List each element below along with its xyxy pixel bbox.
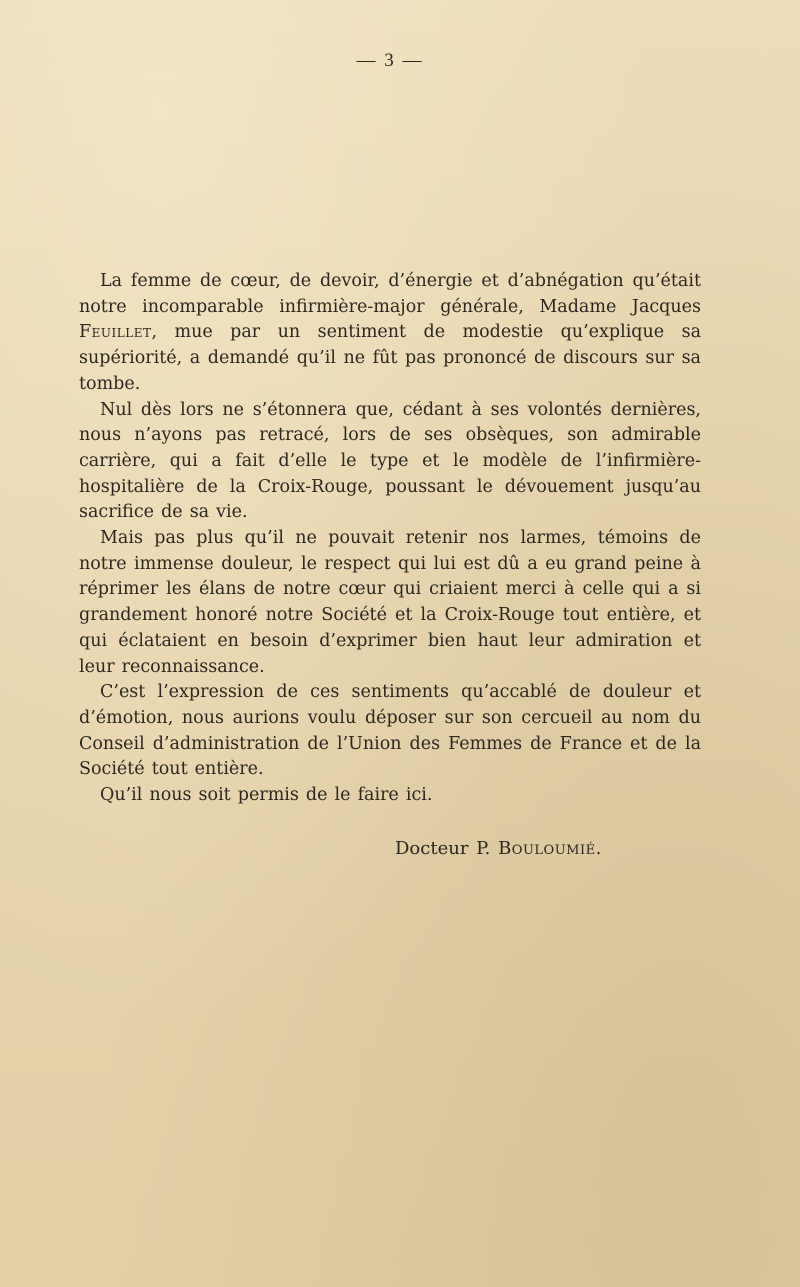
- paragraph-5: Qu’il nous soit permis de le faire ici.: [100, 785, 433, 806]
- person-name-feuillet: Feuillet: [79, 322, 152, 343]
- page-number: — 3 —: [356, 50, 424, 71]
- paragraph-1-start: La femme de cœur, de devoir, d’énergie et d’abnégation qu’était notre incomparable infirmière-major générale, Madame Jacques: [79, 271, 701, 317]
- paragraph-3: Mais pas plus qu’il ne pouvait retenir nos larmes, témoins de notre immense douleur, le respect qui lui est dû a eu grand peine à réprimer les élans de notre cœur qui criaient merci à celle qui a si grandement honoré notre Société et la Croix-Rouge tout entière, et qui éclataient en besoin d’exprimer bien haut leur admiration et leur reconnaissance.: [79, 528, 701, 677]
- paragraph-4: C’est l’expression de ces sentiments qu’accablé de douleur et d’émotion, nous aurions voulu déposer sur son cercueil au nom du Conseil d’administration de l’Union des Femmes de France et de la Société tout entière.: [79, 682, 701, 780]
- signature-title: Docteur P.: [395, 838, 491, 859]
- paragraph-1: [79, 269, 701, 398]
- paragraph-2: Nul dès lors ne s’étonnera que, cédant à ses volontés dernières, nous n’ayons pas retracé, lors de ses obsèques, son admirable carrière, qui a fait d’elle le type et le modèle de l’infirmière-hospitalière de la Croix-Rouge, poussant le dévouement jusqu’au sacrifice de sa vie.: [79, 399, 701, 523]
- body-text: [79, 269, 701, 809]
- signature-name: Bouloumié.: [498, 838, 602, 859]
- signature: [395, 838, 602, 859]
- paragraph-1-end: , mue par un sentiment de modestie qu’explique sa supériorité, a demandé qu’il ne fût pas prononcé de discours sur sa tombe.: [79, 322, 701, 394]
